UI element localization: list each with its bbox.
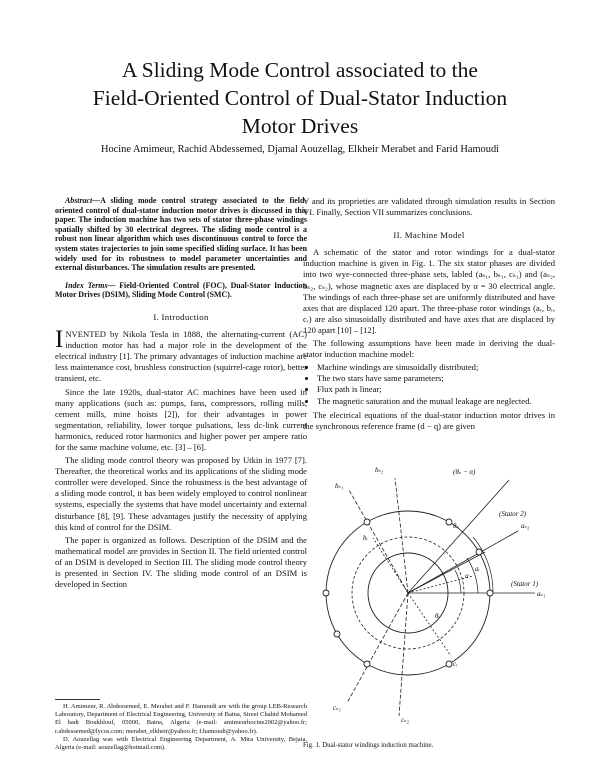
bs2-label: bₛ₂ (375, 466, 384, 474)
d-axis (408, 552, 485, 593)
star2-label: (Stator 2) (499, 510, 527, 518)
coil-as1-return (323, 590, 329, 596)
title-line: Field-Oriented Control of Dual-Stator Induction (92, 86, 508, 110)
index-terms (55, 281, 307, 300)
footnote: H. Amimeur, R. Abdessemed, E. Merabet and F. Hamoudi are with the group LEB-Research Laboratory, Department of Electrical Engineering, University of Batna, Street Chahid Mohamed El hadi Boukhlouf, 05000, Batna, Algeria (e-mail: amimeurhocine2002@yahoo.fr; r.abdessemed@lycos.com; merabet_elkheir@yahoo.fr; f.hamoudi@yahoo.fr). (55, 703, 307, 735)
intro-paragraph-4: The paper is organized as follows. Description of the DSIM and the mathematical model are provides in Section II. The field oriented control of an DSIM is developed in Section III. The sliding mode control theory is presented in Section IV. The sliding mode control of an DSIM is developed in Section (55, 534, 307, 590)
theta-s-label: θₛ (453, 522, 459, 530)
left-column (55, 196, 307, 590)
footnote: D. Aouzellag was with Electrical Engineering Department, A. Mira University, Bejaia, Algeria (e-mail: aouzellag@hotmail.com). (55, 735, 307, 752)
list-item: • The two stars have same parameters; (317, 373, 555, 384)
list-item: • Flux path is linear; (317, 384, 555, 395)
section-heading-introduction: I. Introduction (153, 311, 209, 322)
intro-paragraph-2: Since the late 1920s, dual-stator AC machines have been used in many applications (such as: pumps, fans, compressors, rolling mills, cement mills, mine hoists [2]), for their advantages in power segmentation, reliability, lower torque pulsations, less dc-link current harmonics, reduced rotor harmonics and higher power per ampere ratio for the same machine volume, etc. [3] – [6]. (55, 386, 307, 452)
coil-as2-return (334, 631, 340, 637)
figure-1 (303, 458, 555, 726)
cs2-label: cₛ₂ (401, 716, 409, 724)
model-paragraph-2: The following assumptions have been made in deriving the dual-stator induction machine model: (303, 338, 555, 360)
section-heading-machine-model: II. Machine Model (393, 230, 465, 241)
author-list: Hocine Amimeur, Rachid Abdessemed, Djamal Aouzellag, Elkheir Merabet and Farid Hamoudi (100, 144, 500, 155)
paper-title (40, 56, 560, 140)
windings-diagram (303, 458, 555, 726)
theta-s-alpha-label: (θₛ − α) (453, 468, 476, 476)
model-paragraph-3: The electrical equations of the dual-stator induction motor drives in the synchronous reference frame (d − q) are given (303, 409, 555, 431)
theta-r-label: θᵣ (435, 612, 441, 620)
cs2-axis (399, 593, 408, 716)
intro-paragraph-1-text: NVENTED by Nikola Tesla in 1888, the alternating-current (AC) induction motor has had a major role in the development of the electrical industry [1]. The primary advantages of induction machine are less maintenance cost, brushless construction (squirrel-cage rotor), better transient, etc. (55, 329, 307, 384)
coil-cs1-return (446, 519, 452, 525)
title-line: Motor Drives (241, 114, 359, 138)
as1-label: aₛ₁ (537, 590, 546, 598)
abstract-lead: Abstract— (65, 196, 101, 205)
footnote-rule (55, 699, 100, 700)
q-axis (408, 480, 509, 593)
right-column-continuation: V and its proprieties are validated through simulation results in Section VI. Finally, Section VII summarizes conclusions. (303, 196, 555, 218)
coil-as1 (487, 590, 493, 596)
abstract (55, 196, 307, 273)
coil-as2 (476, 549, 482, 555)
assumption-list (303, 362, 555, 406)
cr-label: cᵣ (453, 660, 458, 668)
coil-bs1 (364, 519, 370, 525)
footnotes (55, 703, 307, 752)
index-terms-lead: Index Terms (65, 280, 108, 290)
abstract-text: A sliding mode control strategy associated to the field-oriented control of dual-stator induction motor drives is discussed in this paper. The induction machine has two sets of stator three-phase windings spatially shifted by 30 electrical degrees. The sliding mode control is a robust non linear algorithm which uses discontinuous control to force the system states trajectories to join some specified sliding surface. It has been widely used for its robustness to model parameter uncertainties and external disturbances. The simulation results are presented. (55, 196, 307, 273)
cr-axis (408, 593, 451, 656)
alpha-label: α (465, 572, 469, 580)
coil-cs1 (364, 661, 370, 667)
list-item: • Machine windings are sinusoidally distributed; (317, 362, 555, 373)
as2-label: aₛ₂ (521, 522, 530, 530)
figure-caption: Fig. 1. Dual-stator windings induction machine. (303, 742, 434, 749)
index-terms-text: — Field-Oriented Control (FOC), Dual-Stator Induction Motor Drives (DSIM), Sliding Mode Control (SMC). (55, 280, 308, 300)
intro-paragraph-1 (55, 326, 307, 384)
ar-label: aᵣ (475, 565, 481, 573)
title-line: A Sliding Mode Control associated to the (122, 58, 478, 82)
br-label: bᵣ (363, 534, 369, 542)
intro-paragraph-3: The sliding mode control theory was proposed by Utkin in 1977 [7]. Thereafter, the theoretical works and its applications of the sliding mode controller were developed. Since the robustness is the best advantage of a sliding mode control, it has been widely employed to control nonlinear systems, especially the systems that have model uncertainty and external disturbance [8], [9]. These advantages justify the necessity of applying this kind of control for the DSIM. (55, 455, 307, 532)
model-paragraph-1: A schematic of the stator and rotor windings for a dual-stator induction machine is given in Fig. 1. The six stator phases are divided into two wye-connected three-phase sets, labled (aₛ₁, bₛ₁, cₛ₁) and (aₛ₂, bₛ₂, cₛ₂), whose magnetic axes are displaced by α = 30 electrical angle. The windings of each three-phase set are uniformly distributed and have axes that are displaced 120 apart. The three-phase rotor windings (aᵣ, bᵣ, cᵣ) are also sinusoidally distributed and have axes that are displaced by 120 apart [10] – [12]. (303, 247, 555, 335)
right-column (303, 196, 555, 432)
bs1-axis (349, 490, 408, 593)
br-axis (373, 538, 408, 593)
star1-label: (Stator 1) (511, 580, 539, 588)
coil-bs1-return (446, 661, 452, 667)
cs1-label: cₛ₁ (333, 704, 341, 712)
drop-cap: I (55, 326, 64, 354)
bs1-label: bₛ₁ (335, 482, 344, 490)
list-item: • The magnetic saturation and the mutual leakage are neglected. (317, 396, 555, 407)
